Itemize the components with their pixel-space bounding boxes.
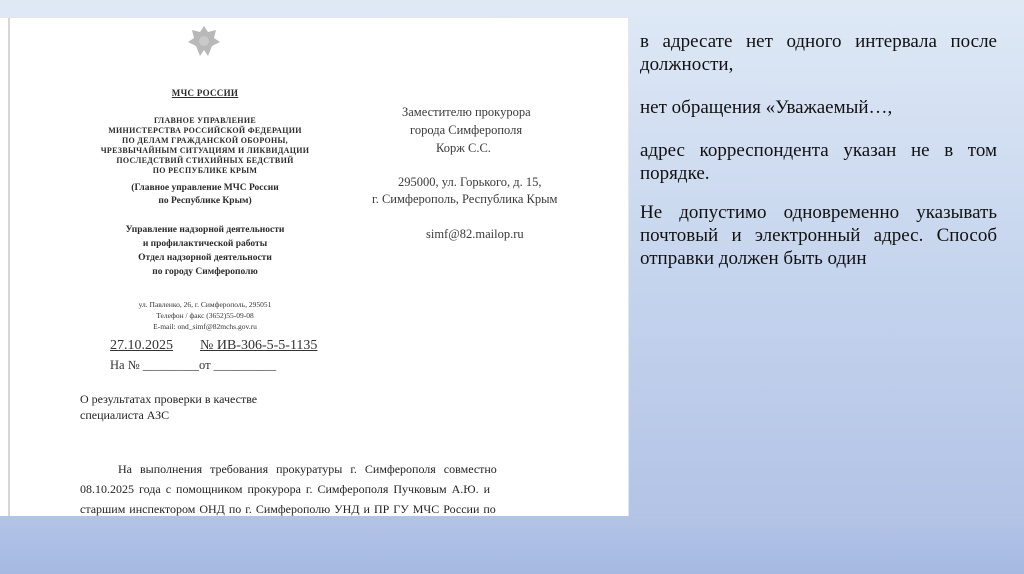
recipient-line: Корж С.С. [436,141,491,155]
department-line: Управление надзорной деятельности [125,225,285,235]
sender-line: ЧРЕЗВЫЧАЙНЫМ СИТУАЦИЯМ И ЛИКВИДАЦИИ [100,146,310,155]
recipient-address: 295000, ул. Горького, д. 15, [398,175,542,189]
sender-line: ПОСЛЕДСТВИЙ СТИХИЙНЫХ БЕДСТВИЙ [116,156,294,165]
department-line: по городу Симферополю [152,267,258,277]
body-line: 08.10.2025 года с помощником прокурора г. Симферополя Пучковым А.Ю. и [80,482,491,496]
slide-bottom-band [0,516,1024,574]
emblem-icon [184,24,224,58]
sender-line: ПО ДЕЛАМ ГРАЖДАНСКОЙ ОБОРОНЫ, [122,136,288,145]
body-line: старшим инспектором ОНД по г. Симферополю УНД и ПР ГУ МЧС России по [80,502,496,516]
recipient-line: города Симферополя [410,123,523,137]
sender-address: ул. Павленко, 26, г. Симферополь, 295051 [138,300,272,309]
sender-line: ПО РЕСПУБЛИКЕ КРЫМ [152,166,258,175]
sender-email: E-mail: ond_simf@82mchs.gov.ru [153,322,257,331]
subject-line: специалиста АЗС [80,408,170,422]
sender-line: ГЛАВНОЕ УПРАВЛЕНИЕ [154,116,256,125]
body-line: На выполнения требования прокуратуры г. Симферополя совместно [118,462,497,476]
sender-phone: Телефон / факс (3652)55-09-08 [156,311,254,320]
note-paragraph: Не допустимо одновременно указывать почтовый и электронный адрес. Способ отправки должен быть один [640,202,997,269]
note-paragraph: адрес корреспондента указан не в том порядке. [640,140,997,184]
letter-scan [0,18,628,516]
registration-date: 27.10.2025 [110,338,173,353]
recipient-address: г. Симферополь, Республика Крым [372,192,558,206]
recipient-line: Заместителю прокурора [402,105,531,119]
sender-short-name: (Главное управление МЧС России [131,183,279,193]
sender-line: МИНИСТЕРСТВА РОССИЙСКОЙ ФЕДЕРАЦИИ [108,126,302,135]
reference-line: На № _________от __________ [110,358,277,372]
sender-short-name: по Республике Крым) [158,196,252,206]
note-paragraph: нет обращения «Уважаемый…, [640,97,893,118]
note-paragraph: в адресате нет одного интервала после должности, [640,31,997,75]
registration-number: № ИВ-306-5-5-1135 [200,338,318,353]
recipient-email: simf@82.mailop.ru [426,227,524,241]
page-edge [8,18,10,516]
review-notes [640,30,997,290]
ministry-short: МЧС РОССИИ [171,88,239,98]
department-line: и профилактической работы [142,239,268,249]
subject-line: О результатах проверки в качестве [80,392,258,406]
department-line: Отдел надзорной деятельности [138,253,272,263]
